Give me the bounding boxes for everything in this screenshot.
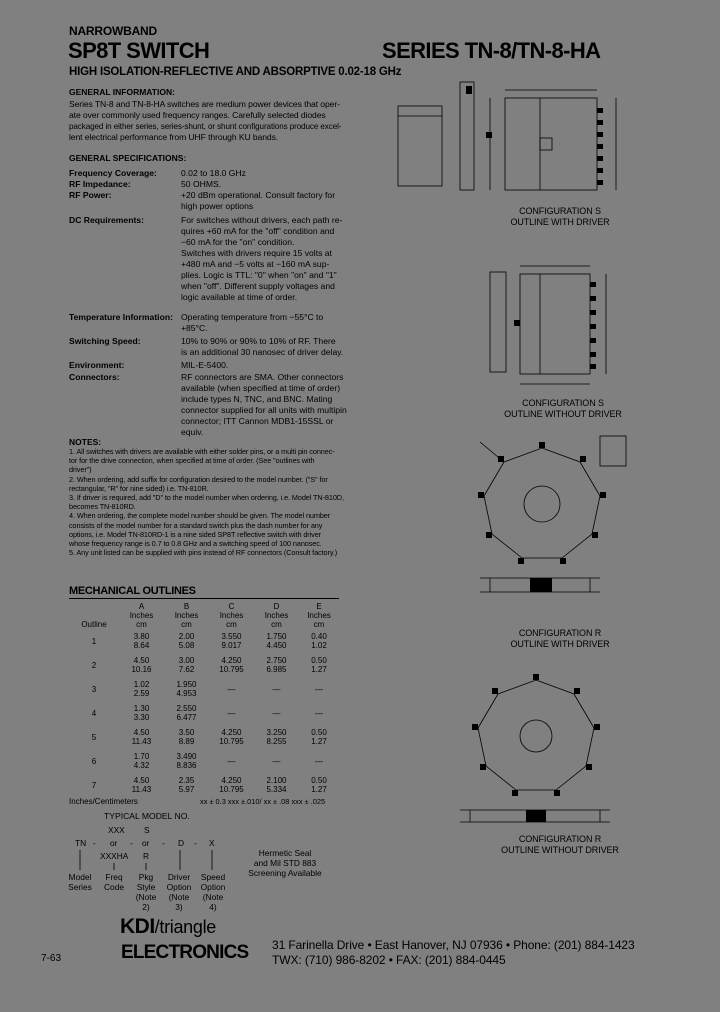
dimension-cell-a: 1.02 2.59 [133,680,150,698]
outline-number-cell: 1 [91,636,97,646]
outline-number-cell: 7 [91,780,97,790]
subtitle: HIGH ISOLATION-REFLECTIVE AND ABSORPTIVE 0.02-18 GHz [69,66,402,78]
dimension-cell-d: 2.750 6.985 [266,656,287,674]
unit-label: cm [271,620,282,629]
config-r-nodriver-drawing [440,666,640,831]
dimension-cell-c: — [227,756,236,766]
config-s-driver-caption: CONFIGURATION S OUTLINE WITH DRIVER [510,206,610,227]
dimension-cell-e: 0.50 1.27 [311,728,327,746]
column-header-d: D [273,602,280,611]
dimension-cell-c: 4.250 10.795 [219,728,244,746]
specifications-table: Frequency Coverage: 0.02 to 18.0 GHz RF Impedance: 50 OHMS. RF Power: +20 dBm operational. Consult factory for high power options DC Requirements: For switches without drivers, each path re- quires +60 mA for the "off" condition and −60 mA for the "on" condition. Switches with drivers require 15 volts at +480 mA and −5 volts at −160 mA sup- plies. Logic is TTL: "0" when "on" and "1" when "off". Different supply voltages and logic available at time of order. Temperature Information: Operating temperature from −55°C to +85°C. Switching Speed: 10% to 90% or 90% to 10% of RF. There is an additional 30 nanosec of driver delay. Environment: MIL-E-5400. Connectors: RF connectors are SMA. Other connectors available (when specified at time of order) include types N, TNC, and BNC. Mating connector supplied for all units with multipin connector; ITT Cannon MDB1-15SSL or equiv. [69,168,347,437]
mechanical-outlines-heading: MECHANICAL OUTLINES [69,585,196,597]
model-code-xxx: XXX [108,825,125,835]
dimension-cell-c: 3.550 9.017 [221,632,242,650]
series-title: SERIES TN-8/TN-8-HA [382,38,601,63]
unit-label: Inches [174,611,199,620]
column-header-e: E [316,602,322,611]
dimension-cell-a: 4.50 11.43 [131,728,152,746]
notes-text: 1. All switches with drivers are available with either solder pins, or a multi pin connec- tor for the drive connection, when specified at time of order. (See "outlines with driver") 2. When ordering, add suffix for configuration desired to the model number. ("S" for rectangular, "R" for nine sided) i.e. TN-810R. 3. If driver is required, add "D" to the model number when ordering, i.e. Model TN-810D, becomes TN-810RD. 4. When ordering, the complete model number should be given. The model number consists of the model number for a standard switch plus the dash number for any options, i.e. Model TN-810RD-1 is a nine sided SP8T reflective switch with driver whose frequency range is 0.7 to 0.8 GHz and a switching speed of 100 nanosec. 5. Any unit listed can be supplied with pins instead of RF connectors (Consult factory.) [69,447,344,558]
unit-label: cm [226,620,237,629]
general-information-text: Series TN-8 and TN-8-HA switches are medium power devices that oper- ate over commonly used frequency ranges. Carefully selected diodes packaged in either series, series-shunt, or shunt configurations produce excel- lent electrical performance from UHF through KU bands. [69,99,342,142]
dimension-cell-e: — [315,708,323,718]
table-row [69,749,339,773]
dimension-cell-d: — [272,756,281,766]
table-row [69,725,339,749]
model-leader-lines [60,845,240,873]
dimension-cell-b: 1.950 4.953 [176,680,197,698]
mechanical-outlines-table-wrap [69,602,339,797]
dimension-cell-c: — [227,684,236,694]
hermetic-seal-note: Hermetic Seal and Mil STD 883 Screening Available [248,848,322,878]
logo-triangle-text: /triangle [154,917,217,937]
page-number: 7-63 [41,953,62,964]
model-label-speed: Speed Option (Note 4) [200,872,226,912]
model-code-d: D [178,838,185,848]
dimension-cell-e: 0.50 1.27 [311,776,327,794]
dimension-cell-b: 3.490 8.836 [176,752,197,770]
model-code-dash: - [130,838,133,848]
config-r-driver-caption: CONFIGURATION R OUTLINE WITH DRIVER [510,628,610,649]
dimension-cell-b: 3.00 7.62 [178,656,195,674]
config-s-nodriver-drawing [480,244,630,394]
dimension-cell-b: 3.50 8.89 [178,728,195,746]
page-title: SP8T SWITCH [68,38,210,63]
table-header-row [69,602,339,611]
dimension-cell-c: 4.250 10.795 [219,776,244,794]
dimension-cell-d: 3.250 8.255 [266,728,287,746]
dimension-cell-a: 4.50 11.43 [131,776,152,794]
dimension-cell-a: 4.50 10.16 [131,656,152,674]
dimension-cell-e: — [315,684,323,694]
model-label-driver: Driver Option (Note 3) [166,872,192,912]
dimension-cell-b: 2.00 5.08 [178,632,195,650]
model-code-dash: - [194,838,197,848]
table-row [69,653,339,677]
unit-label: Inches [129,611,154,620]
column-header-a: A [138,602,145,611]
dimension-cell-a: 3.80 8.64 [133,632,150,650]
unit-label: Inches [219,611,244,620]
table-row [69,773,339,797]
units-note: Inches/Centimeters [69,797,138,806]
model-code-r: R [143,851,150,861]
config-r-driver-drawing [460,428,640,628]
model-code-s: S [144,825,150,835]
unit-label: cm [181,620,192,629]
model-code-dash: - [93,838,96,848]
dimension-cell-d: 1.750 4.450 [266,632,287,650]
dimension-cell-a: 1.30 3.30 [133,704,150,722]
general-information-heading: GENERAL INFORMATION: [69,87,175,97]
column-header-b: B [183,602,190,611]
model-label-pkg: Pkg Style (Note 2) [135,872,157,912]
model-code-xxxha: XXXHA [100,851,129,861]
dimension-cell-b: 2.550 6.477 [176,704,197,722]
config-s-nodriver-caption: CONFIGURATION S OUTLINE WITHOUT DRIVER [504,398,622,419]
dimension-cell-b: 2.35 5.97 [178,776,195,794]
dimension-cell-e: — [315,756,323,766]
mechanical-outlines-table [69,602,339,797]
tolerance-note: xx ± 0.3 xxx ±.010/ xx ± .08 xxx ± .025 [200,797,326,806]
model-label-freq: Freq Code [103,872,125,892]
dimension-cell-c: 4.250 10.795 [219,656,244,674]
dimension-cell-d: 2.100 5.334 [266,776,287,794]
outline-number-cell: 4 [91,708,97,718]
mechanical-outlines-rule [69,598,339,599]
outline-number-cell: 5 [91,732,97,742]
model-code-or: or [142,838,150,848]
model-code-or: or [110,838,118,848]
dimension-cell-a: 1.70 4.32 [133,752,150,770]
typical-model-heading: TYPICAL MODEL NO. [104,811,190,821]
dimension-cell-e: 0.50 1.27 [311,656,327,674]
company-twx-fax: TWX: (710) 986-8202 • FAX: (201) 884-0445 [272,953,506,967]
table-row [69,701,339,725]
table-row [69,677,339,701]
category-label: NARROWBAND [69,24,157,38]
company-logo [120,915,216,939]
dimension-cell-c: — [227,708,236,718]
logo-electronics-text: ELECTRONICS [121,942,249,963]
model-label-series: Model Series [68,872,92,892]
outline-number-cell: 2 [91,660,97,670]
dimension-cell-d: — [272,708,281,718]
model-code-dash: - [162,838,165,848]
unit-label: cm [313,620,325,629]
table-row [69,629,339,653]
unit-label: Inches [307,611,331,620]
column-header-c: C [228,602,235,611]
dimension-cell-d: — [272,684,281,694]
unit-label: cm [136,620,147,629]
dimension-cell-e: 0.40 1.02 [311,632,327,650]
unit-label: Inches [264,611,289,620]
column-header-outline: Outline [81,620,107,629]
company-address: 31 Farinella Drive • East Hanover, NJ 07936 • Phone: (201) 884-1423 [272,938,635,952]
config-s-driver-drawing [390,76,640,201]
outline-number-cell: 3 [91,684,97,694]
config-r-nodriver-caption: CONFIGURATION R OUTLINE WITHOUT DRIVER [501,834,619,855]
general-specifications-heading: GENERAL SPECIFICATIONS: [69,153,187,163]
logo-kdi-text: KDI [120,915,155,938]
notes-heading: NOTES: [69,437,102,447]
outline-number-cell: 6 [91,756,97,766]
model-code-tn: TN [75,838,87,848]
model-code-x: X [209,838,215,848]
